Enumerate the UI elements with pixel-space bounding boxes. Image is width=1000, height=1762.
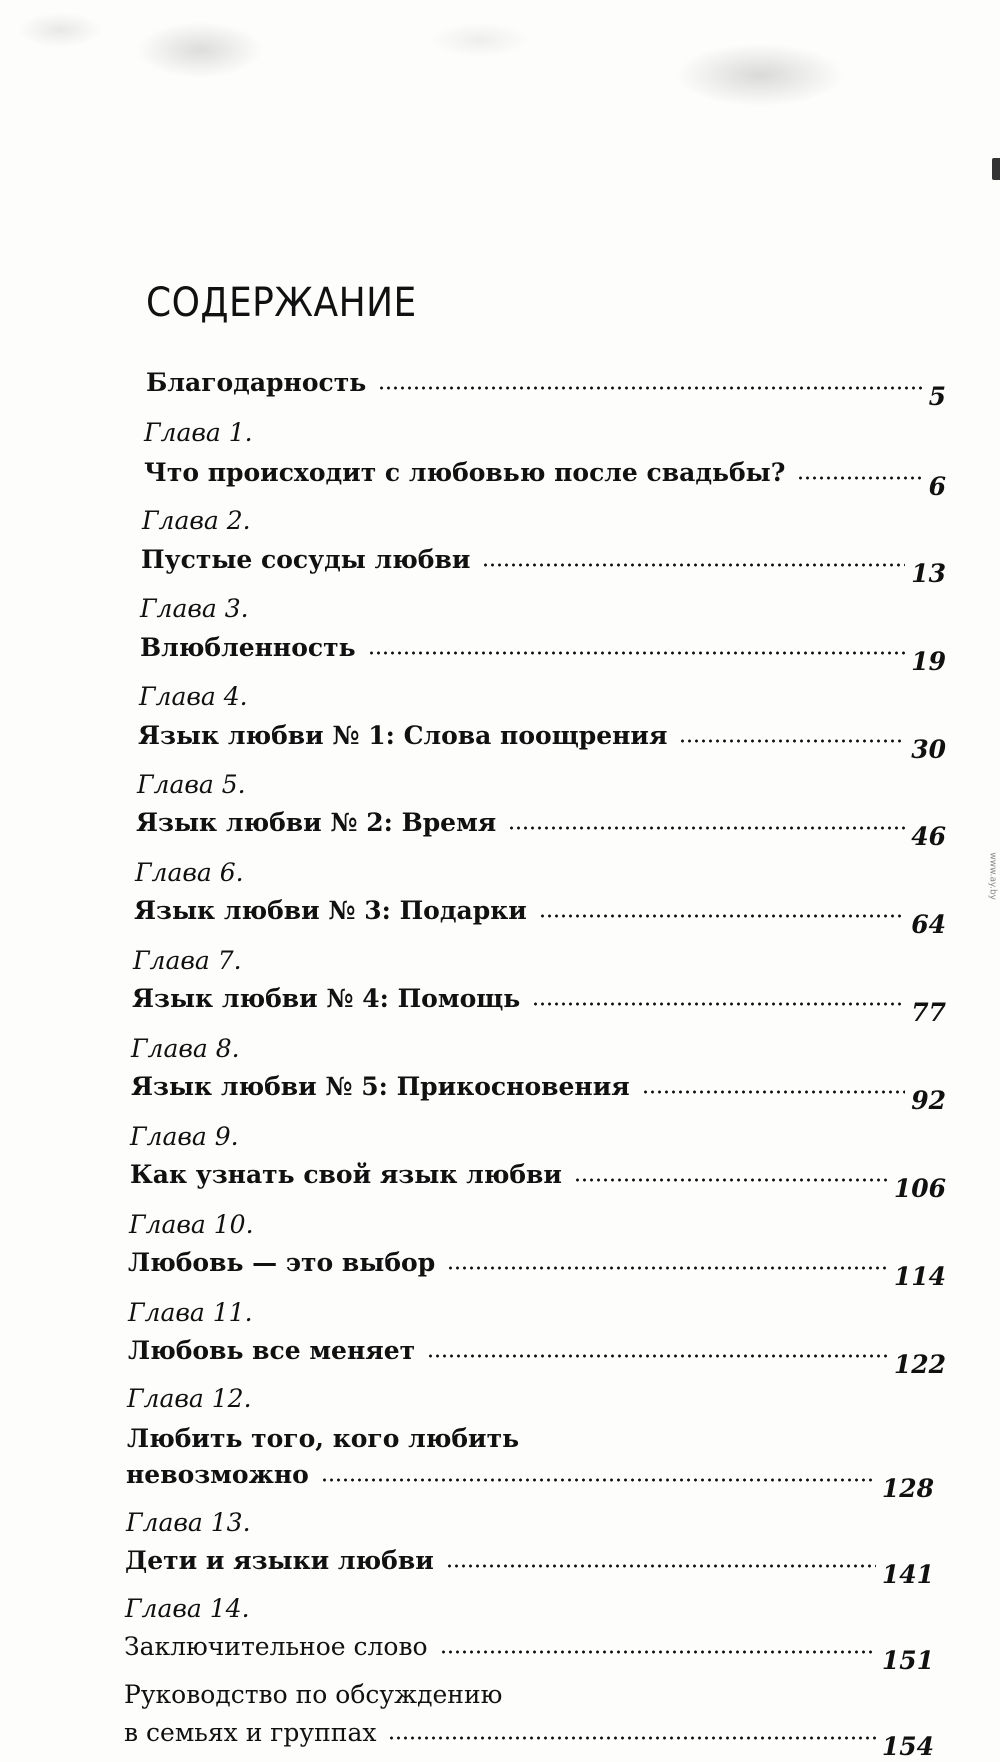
toc-page-number: 141 [881,1560,934,1589]
toc-entry-title: Любовь все меняет [128,1336,416,1365]
toc-page-number: 13 [911,559,946,588]
toc-entry-chapter-14 [124,1632,934,1675]
toc-entry-title: Язык любви № 1: Слова поощрения [138,721,668,750]
toc-page-number: 151 [881,1646,934,1675]
toc-page-number: 19 [911,647,946,676]
toc-page-number: 106 [893,1174,946,1203]
toc-entry-title: Влюбленность [140,633,356,662]
toc-page-number: 128 [881,1474,934,1503]
dot-leader [446,1564,876,1568]
toc-entry-chapter-3 [140,633,946,676]
chapter-label: Глава 13. [126,1508,251,1537]
toc-entry-title: Любовь — это выбор [128,1248,436,1277]
chapter-label: Глава 3. [140,594,249,623]
toc-entry-chapter-2 [141,545,946,588]
toc-page-number: 30 [911,735,946,764]
chapter-label: Глава 1. [144,418,253,447]
toc-entry-chapter-10 [128,1248,946,1291]
toc-entry-title-line-1: Руководство по обсуждению [124,1680,503,1709]
toc-page-number: 77 [911,998,946,1027]
toc-entry-title: Что происходит с любовью после свадьбы? [144,458,786,487]
toc-entry-title: Благодарность [146,368,367,397]
toc-entry-title: Язык любви № 2: Время [136,808,497,837]
toc-page-number: 64 [911,910,946,939]
chapter-label: Глава 14. [125,1594,250,1623]
page-edge-mark [992,158,1000,180]
chapter-label: Глава 5. [137,770,246,799]
toc-entry-chapter-11 [128,1336,946,1379]
dot-leader [532,1002,905,1006]
toc-entry-title: Заключительное слово [124,1632,428,1661]
toc-page-number: 122 [893,1350,946,1379]
dot-leader [427,1354,888,1358]
toc-page-number: 154 [881,1732,934,1761]
dot-leader [321,1478,876,1482]
toc-entry-title-line-1: Любить того, кого любить [127,1424,520,1453]
toc-entry-chapter-12 [126,1460,934,1503]
toc-entry-chapter-4 [138,721,946,764]
toc-page-number: 46 [911,822,946,851]
toc-entry-discussion-guide [124,1718,934,1761]
dot-leader [574,1178,888,1182]
toc-entry-acknowledgements [146,368,946,411]
toc-page-number: 114 [893,1262,946,1291]
dot-leader [447,1266,888,1270]
dot-leader [679,739,905,743]
toc-entry-title: Язык любви № 4: Помощь [132,984,521,1013]
toc-entry-chapter-8 [131,1072,946,1115]
toc-entry-chapter-9 [130,1160,946,1203]
toc-entry-title: Как узнать свой язык любви [130,1160,562,1189]
chapter-label: Глава 11. [128,1298,253,1327]
toc-entry-chapter-6 [134,896,946,939]
dot-leader [482,563,905,567]
toc-entry-chapter-13 [125,1546,934,1589]
dot-leader [508,826,905,830]
toc-page-number: 92 [911,1086,946,1115]
toc-entry-title: Язык любви № 3: Подарки [134,896,527,925]
dot-leader [440,1650,876,1654]
dot-leader [539,914,905,918]
scan-artifact [0,0,1000,140]
chapter-label: Глава 9. [130,1122,239,1151]
toc-entry-chapter-1 [144,458,946,501]
toc-entry-title: Дети и языки любви [125,1546,434,1575]
dot-leader [368,651,906,655]
toc-entry-title: Пустые сосуды любви [141,545,471,574]
chapter-label: Глава 2. [142,506,251,535]
page-title: СОДЕРЖАНИЕ [146,280,417,326]
chapter-label: Глава 10. [129,1210,254,1239]
toc-page-number: 5 [928,382,946,411]
dot-leader [388,1736,875,1740]
toc-entry-chapter-7 [132,984,946,1027]
dot-leader [642,1090,905,1094]
chapter-label: Глава 4. [139,682,248,711]
toc-entry-title: в семьях и группах [124,1718,377,1747]
toc-entry-title: Язык любви № 5: Прикосновения [131,1072,630,1101]
toc-entry-title: невозможно [126,1460,309,1489]
chapter-label: Глава 12. [127,1384,252,1413]
chapter-label: Глава 8. [131,1034,240,1063]
dot-leader [378,386,922,390]
toc-entry-chapter-5 [136,808,946,851]
toc-page-number: 6 [928,472,946,501]
chapter-label: Глава 6. [135,858,244,887]
watermark-text: www.ay.by [988,852,998,900]
dot-leader [797,476,922,480]
chapter-label: Глава 7. [133,946,242,975]
